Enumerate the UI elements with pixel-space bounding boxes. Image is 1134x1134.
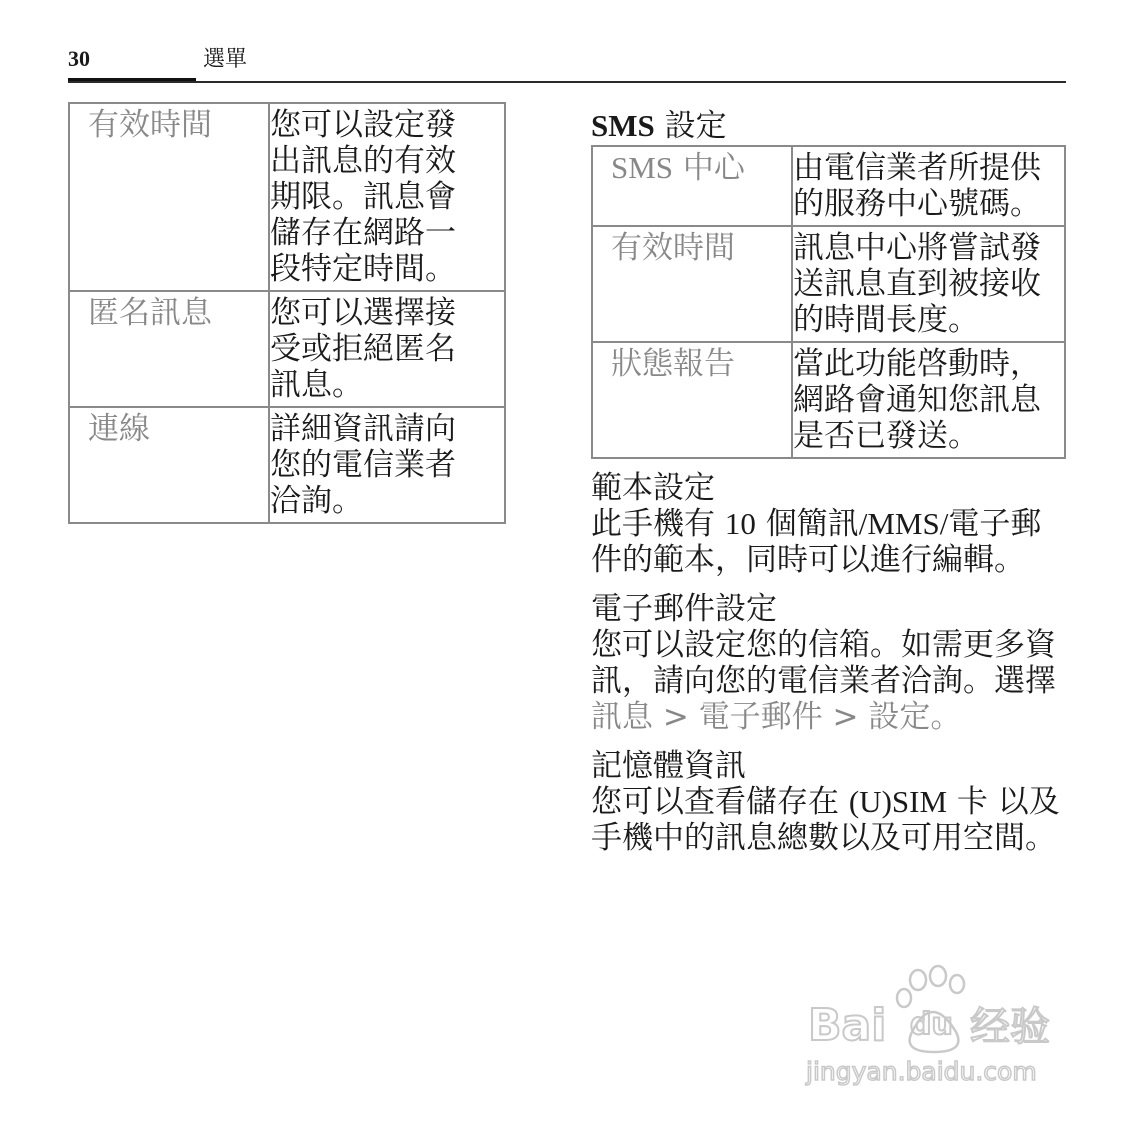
table-row: [592, 146, 1065, 226]
desc-validity: 您可以設定發出訊息的有效期限。訊息會儲存在網路一段特定時間。: [270, 107, 456, 287]
email-settings-title: 電子郵件設定: [591, 591, 777, 627]
watermark-url: jingyan.baidu.com: [806, 1057, 1037, 1086]
menu-path-settings: 設定: [868, 699, 931, 735]
table-row: [592, 342, 1065, 458]
sms-settings-table: [591, 145, 1066, 459]
term-connection: 連線: [69, 407, 269, 523]
menu-path-messages: 訊息: [591, 699, 653, 735]
template-settings-body: 此手機有 10 個簡訊/MMS/電子郵件的範本，同時可以進行編輯。: [591, 506, 1042, 578]
table-row: [69, 103, 505, 291]
watermark-brand-du: du: [910, 1007, 953, 1042]
email-settings-section: [591, 591, 1061, 735]
settings-table-left: [68, 102, 506, 524]
desc-anonymous: 您可以選擇接受或拒絕匿名訊息。: [270, 295, 456, 403]
desc-status-report: 當此功能啓動時，網路會通知您訊息是否已發送。: [793, 346, 1041, 454]
table-row: [592, 226, 1065, 342]
section-header: 選單: [203, 47, 248, 72]
term-status-report: 狀態報告: [592, 342, 792, 458]
table-row: [69, 291, 505, 407]
desc-connection: 詳細資訊請向您的電信業者洽詢。: [270, 411, 456, 519]
memory-info-body: 您可以查看儲存在 (U)SIM 卡 以及手機中的訊息總數以及可用空間。: [591, 784, 1060, 856]
term-validity: 有效時間: [69, 103, 269, 291]
term-anonymous: 匿名訊息: [69, 291, 269, 407]
template-settings-title: 範本設定: [591, 470, 715, 506]
watermark-brand-text: Bai: [808, 1000, 887, 1051]
baidu-watermark-logo: [800, 962, 1070, 1092]
menu-path-email: 電子郵件: [698, 699, 823, 735]
template-settings-section: [591, 470, 1061, 578]
desc-sms-validity: 訊息中心將嘗試發送訊息直到被接收的時間長度。: [793, 230, 1041, 338]
table-row: [69, 407, 505, 523]
email-settings-body: 您可以設定您的信箱。如需更多資訊，請向您的電信業者洽詢。選擇訊息 > 電子郵件 > 設定。: [591, 627, 1056, 735]
page-number: 30: [68, 46, 90, 71]
desc-sms-center: 由電信業者所提供的服務中心號碼。: [793, 150, 1041, 222]
memory-info-title: 記憶體資訊: [591, 748, 746, 784]
term-sms-center: SMS 中心: [592, 146, 792, 226]
watermark-brand-cn: 经验: [970, 1004, 1050, 1050]
header-rule: [68, 81, 1066, 83]
term-sms-validity: 有效時間: [592, 226, 792, 342]
memory-info-section: [591, 748, 1061, 856]
sms-settings-heading: SMS 設定: [591, 108, 727, 144]
